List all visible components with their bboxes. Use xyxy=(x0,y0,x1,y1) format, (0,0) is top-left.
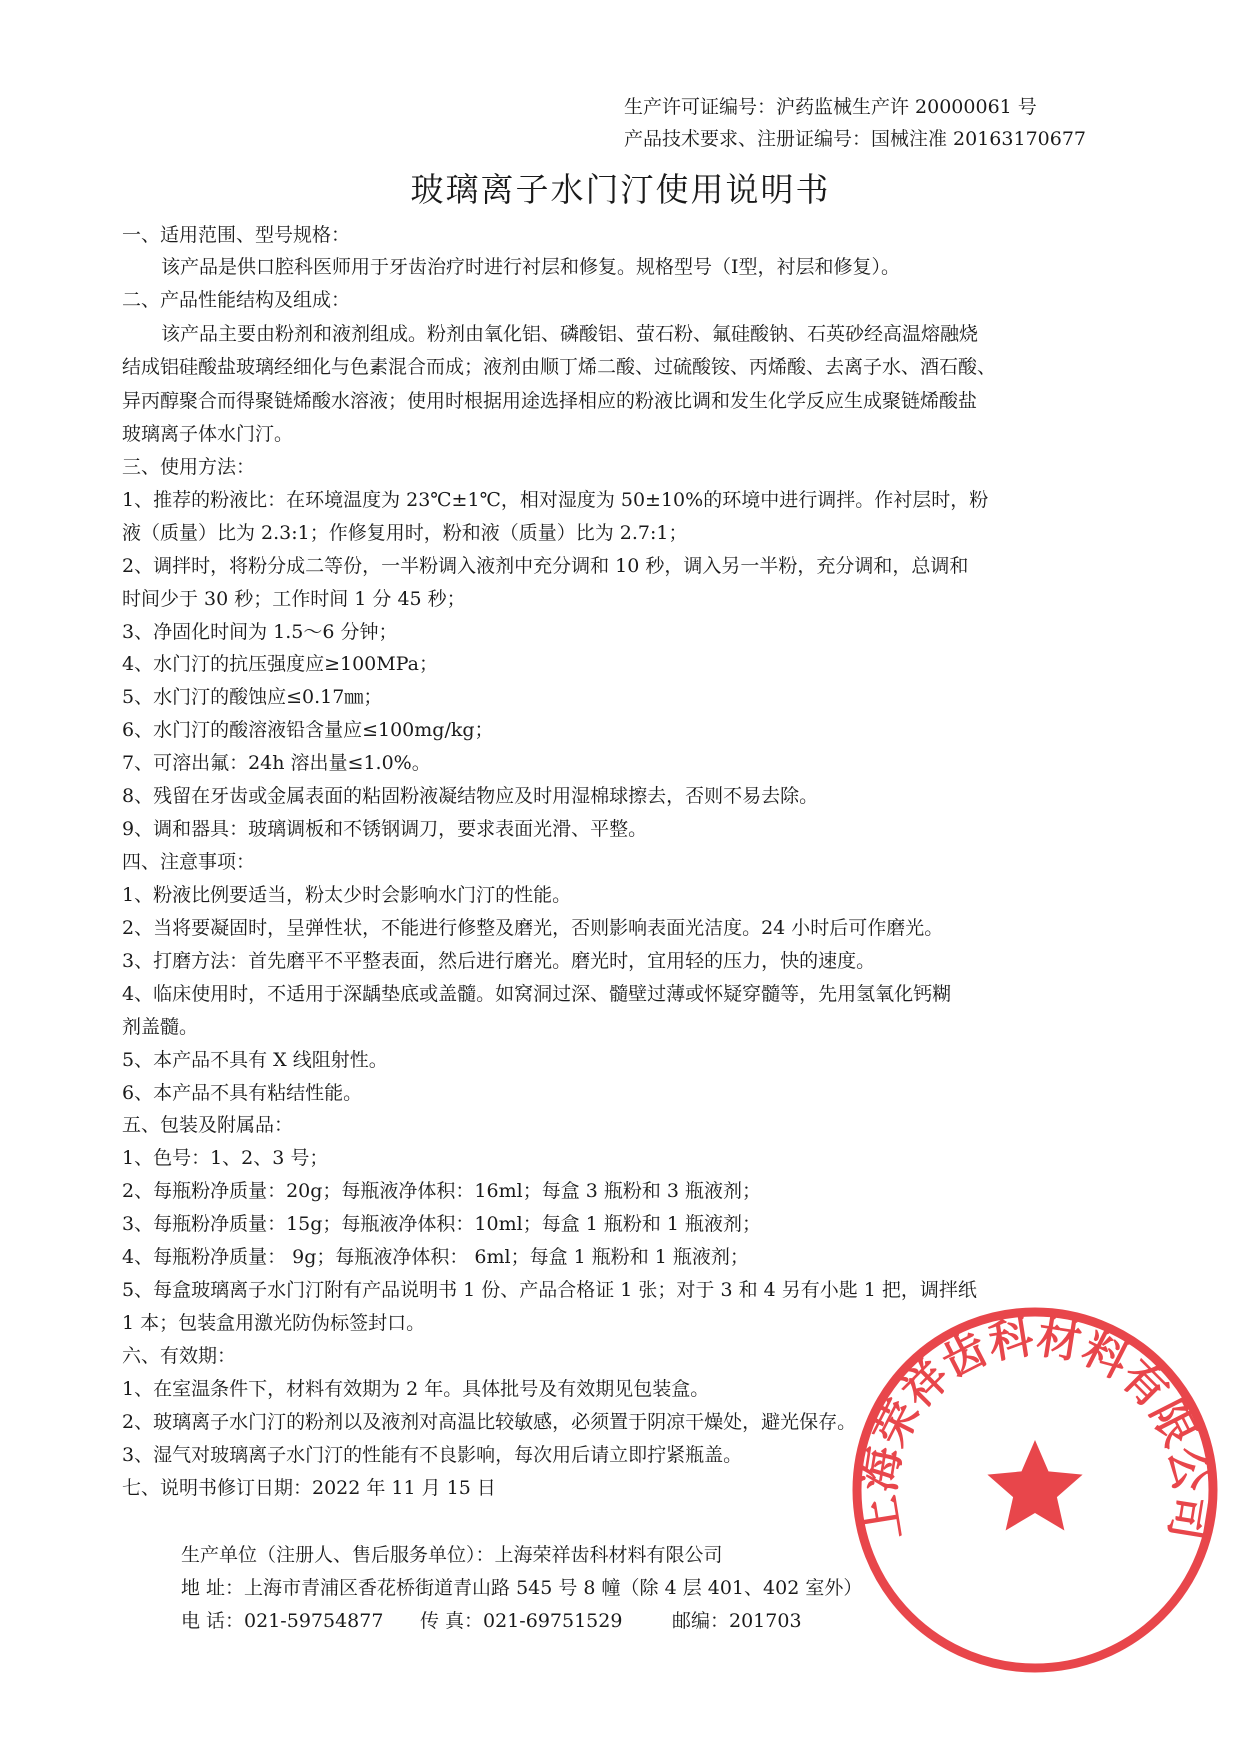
section-3-item: 1、推荐的粉液比：在环境温度为 23℃±1℃，相对湿度为 50±10%的环境中进行调拌。作衬层时，粉 xyxy=(122,489,989,511)
section-2-text: 玻璃离子体水门汀。 xyxy=(122,423,294,445)
section-3-item: 时间少于 30 秒；工作时间 1 分 45 秒； xyxy=(122,588,466,610)
address: 地 址：上海市青浦区香花桥街道青山路 545 号 8 幢（除 4 层 401、402 室外） xyxy=(181,1577,863,1599)
license-number: 生产许可证编号：沪药监械生产许 20000061 号 xyxy=(624,96,1037,118)
section-6-title: 六、有效期： xyxy=(122,1345,237,1367)
section-6-item: 1、在室温条件下，材料有效期为 2 年。具体批号及有效期见包装盒。 xyxy=(122,1378,710,1400)
revision-date: 七、说明书修订日期：2022 年 11 月 15 日 xyxy=(122,1477,496,1499)
section-4-item: 5、本产品不具有 X 线阻射性。 xyxy=(122,1049,388,1071)
section-2-text: 结成铝硅酸盐玻璃经细化与色素混合而成；液剂由顺丁烯二酸、过硫酸铵、丙烯酸、去离子水、酒石酸、 xyxy=(122,356,997,378)
section-1-text: 该产品是供口腔科医师用于牙齿治疗时进行衬层和修复。规格型号（Ⅰ型，衬层和修复）。 xyxy=(161,256,901,278)
section-4-item: 剂盖髓。 xyxy=(122,1016,199,1038)
section-2-title: 二、产品性能结构及组成： xyxy=(122,289,351,311)
section-6-item: 2、玻璃离子水门汀的粉剂以及液剂对高温比较敏感，必须置于阴凉干燥处，避光保存。 xyxy=(122,1411,857,1433)
registration-number: 产品技术要求、注册证编号：国械注准 20163170677 xyxy=(624,128,1087,150)
section-5-item: 1 本；包装盒用激光防伪标签封口。 xyxy=(122,1312,426,1334)
postcode: 邮编：201703 xyxy=(672,1610,802,1632)
section-1-title: 一、适用范围、型号规格： xyxy=(122,224,351,246)
section-3-item: 5、水门汀的酸蚀应≤0.17㎜； xyxy=(122,686,383,708)
section-5-item: 3、每瓶粉净质量：15g；每瓶液净体积：10ml；每盒 1 瓶粉和 1 瓶液剂； xyxy=(122,1213,762,1235)
section-3-item: 3、净固化时间为 1.5～6 分钟； xyxy=(122,621,398,643)
section-5-item: 2、每瓶粉净质量：20g；每瓶液净体积：16ml；每盒 3 瓶粉和 3 瓶液剂； xyxy=(122,1180,762,1202)
section-4-item: 1、粉液比例要适当，粉太少时会影响水门汀的性能。 xyxy=(122,884,572,906)
fax: 传 真：021-69751529 xyxy=(420,1610,623,1632)
section-4-title: 四、注意事项： xyxy=(122,851,256,873)
company-seal xyxy=(845,1300,1225,1680)
section-3-title: 三、使用方法： xyxy=(122,456,256,478)
section-3-item: 4、水门汀的抗压强度应≥100MPa； xyxy=(122,653,438,675)
section-5-item: 1、色号：1、2、3 号； xyxy=(122,1147,329,1169)
seal-star-icon xyxy=(987,1440,1082,1531)
section-5-title: 五、包装及附属品： xyxy=(122,1114,294,1136)
section-3-item: 液（质量）比为 2.3:1；作修复用时，粉和液（质量）比为 2.7:1； xyxy=(122,522,688,544)
section-5-item: 5、每盒玻璃离子水门汀附有产品说明书 1 份、产品合格证 1 张；对于 3 和 4 另有小匙 1 把，调拌纸 xyxy=(122,1279,977,1301)
section-4-item: 4、临床使用时，不适用于深龋垫底或盖髓。如窝洞过深、髓壁过薄或怀疑穿髓等，先用氢氧化钙糊 xyxy=(122,983,952,1005)
section-4-item: 3、打磨方法：首先磨平不平整表面，然后进行磨光。磨光时，宜用轻的压力，快的速度。 xyxy=(122,950,876,972)
section-3-item: 7、可溶出氟：24h 溶出量≤1.0%。 xyxy=(122,752,431,774)
section-3-item: 2、调拌时，将粉分成二等份，一半粉调入液剂中充分调和 10 秒，调入另一半粉，充分调和，总调和 xyxy=(122,555,969,577)
section-5-item: 4、每瓶粉净质量： 9g；每瓶液净体积： 6ml；每盒 1 瓶粉和 1 瓶液剂； xyxy=(122,1246,749,1268)
section-3-item: 9、调和器具：玻璃调板和不锈钢调刀，要求表面光滑、平整。 xyxy=(122,818,648,840)
phone: 电 话：021-59754877 xyxy=(181,1610,384,1632)
section-3-item: 6、水门汀的酸溶液铅含量应≤100mg/kg； xyxy=(122,719,494,741)
manufacturer: 生产单位（注册人、售后服务单位）：上海荣祥齿科材料有限公司 xyxy=(181,1544,723,1566)
section-4-item: 6、本产品不具有粘结性能。 xyxy=(122,1082,363,1104)
section-3-item: 8、残留在牙齿或金属表面的粘固粉液凝结物应及时用湿棉球擦去，否则不易去除。 xyxy=(122,785,819,807)
section-6-item: 3、湿气对玻璃离子水门汀的性能有不良影响，每次用后请立即拧紧瓶盖。 xyxy=(122,1444,743,1466)
section-2-text: 该产品主要由粉剂和液剂组成。粉剂由氧化铝、磷酸铝、萤石粉、氟硅酸钠、石英砂经高温熔融烧 xyxy=(161,323,979,345)
section-2-text: 异丙醇聚合而得聚链烯酸水溶液；使用时根据用途选择相应的粉液比调和发生化学反应生成聚链烯酸盐 xyxy=(122,390,978,412)
seal-text: 上海荣祥齿科材料有限公司 xyxy=(853,1312,1217,1544)
document-title: 玻璃离子水门汀使用说明书 xyxy=(410,170,831,209)
section-4-item: 2、当将要凝固时，呈弹性状，不能进行修整及磨光，否则影响表面光洁度。24 小时后可作磨光。 xyxy=(122,917,944,939)
